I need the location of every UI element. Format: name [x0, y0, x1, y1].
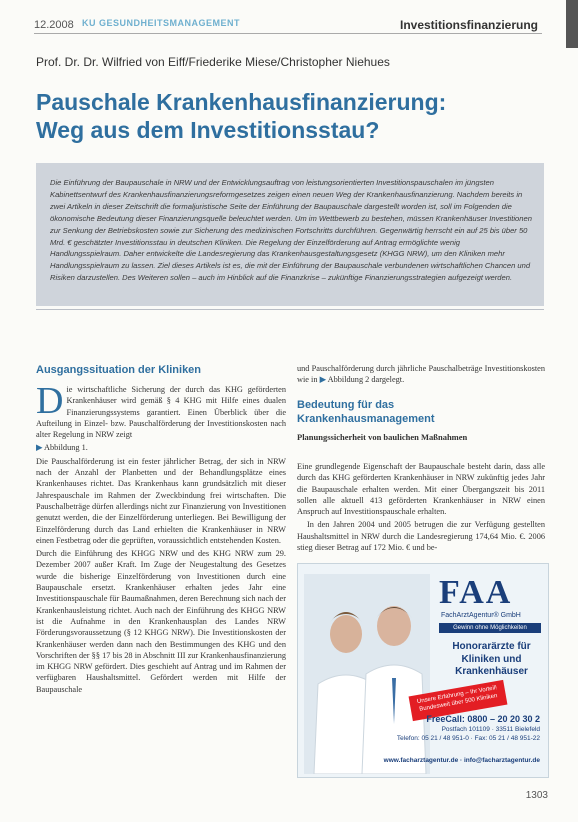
left-paragraph-1-text: ie wirtschaftliche Sicherung der durch das KHG geförderten Krankenhäuser wird gemäß § 4 KHG mit Hilfe eines dualen Finanzierungssystems garantiert. Einen Überblick über die Aufteilung in Einzel- bzw. Pauschalförderung der Investitionskosten nach alter Regelung in NRW zeigt	[36, 385, 286, 440]
doctors-photo	[304, 574, 430, 774]
right-heading-line2: Krankenhausmanagement	[297, 413, 435, 425]
right-heading-line1: Bedeutung für das	[297, 399, 395, 411]
authors-line: Prof. Dr. Dr. Wilfried von Eiff/Friederike Miese/Christopher Niehues	[36, 55, 390, 69]
arrow-right-icon: ▶	[36, 443, 43, 453]
abstract-rule	[36, 309, 544, 310]
right-intro-text: und Pauschalförderung durch jährliche Pauschalbeträge Investitionskosten wie in	[297, 364, 545, 385]
figure-reference-1[interactable]	[36, 442, 286, 453]
right-paragraph-2: In den Jahren 2004 und 2005 betrugen die zur Verfügung gestellten Haushaltsmittel in NRW durch die Landesregierung 174,64 Mio. €. 2006 stieg dieser Betrag auf 172 Mio. € und be-	[297, 520, 545, 553]
journal-brand: KU GESUNDHEITSMANAGEMENT	[82, 18, 241, 28]
page-number: 1303	[525, 790, 548, 801]
advertisement[interactable]	[297, 563, 549, 778]
header-rule	[34, 33, 542, 34]
right-subheading: Planungssicherheit von baulichen Maßnahmen	[297, 432, 468, 442]
section-title: Investitionsfinanzierung	[399, 18, 538, 32]
faa-logo: FAA	[439, 574, 513, 611]
ad-red-badge: Unsere Erfahrung – Ihr Vorteil! Bundesweit über 500 Kliniken	[409, 680, 508, 721]
faa-tagline-bar: Gewinn ohne Möglichkeiten	[439, 623, 541, 633]
figure-reference-1-label: Abbildung 1.	[44, 443, 88, 453]
ad-freecall[interactable]: FreeCall: 0800 – 20 20 30 2	[426, 714, 540, 724]
ad-web-link[interactable]: www.facharztagentur.de · info@facharztagentur.de	[383, 757, 540, 764]
article-title	[36, 88, 556, 144]
right-column-body	[297, 461, 545, 555]
left-section-heading: Ausgangssituation der Kliniken	[36, 364, 202, 376]
faa-company-name: FachArztAgentur® GmbH	[441, 612, 521, 619]
ad-headline: Honorarärzte für Kliniken und Krankenhäuser	[452, 641, 531, 677]
right-section-heading	[297, 398, 537, 426]
left-paragraph-1	[36, 384, 286, 440]
left-column	[36, 384, 286, 794]
figure-reference-2[interactable]: Abbildung 2 dargelegt.	[327, 375, 405, 385]
ad-address-line: Postfach 101109 · 33511 Bielefeld	[441, 726, 540, 733]
page-corner-tab	[566, 0, 578, 48]
article-title-line2: Weg aus dem Investitionsstau?	[36, 117, 380, 143]
issue-label: 12.2008	[34, 19, 74, 31]
ad-phone-line: Telefon: 05 21 / 48 951-0 · Fax: 05 21 / 48 951-22	[396, 735, 540, 742]
ad-address	[370, 725, 540, 743]
drop-cap: D	[36, 384, 64, 422]
arrow-right-icon: ▶	[319, 375, 326, 385]
right-paragraph-1: Eine grundlegende Eigenschaft der Baupauschale besteht darin, dass alle durch das KHG geförderten Krankenhäuser in NRW zukünftig jedes Jahr die Baupauschale erhalten werden. Mit einer Übergangszeit bis 2011 sollen alle aktuell 413 geförderten Krankenhäuser in NRW einen Anspruch auf Investitionspauschale erhalten.	[297, 462, 545, 517]
left-paragraph-2: Die Pauschalförderung ist ein fester jährlicher Betrag, der sich in NRW nach der Anzahl der Planbetten und der Behandlungsplätze eines Krankenhauses richtet. Das Krankenhaus kann grundsätzlich mit dieser Jahrespauschale im Rahmen der Zweckbindung frei wirtschaften. Die Pauschalbeträge dürfen allerdings nicht zur Finanzierung von Investitionen genutzt werden, die der Einzelförderung unterliegen. Bei Bewilligung der Einzelförderung durch das Land erhielten die Krankenhäuser in NRW einen Festbetrag oder die geprüften, voraussichtlich entstehenden Kosten.	[36, 456, 286, 545]
left-paragraph-3: Durch die Einführung des KHGG NRW und des KHG NRW zum 29. Dezember 2007 außer Kraft. Im Zuge der Neugestaltung des Gesetzes wurde die bisherige Einzelförderung von Investitionen durch eine Baupauschale ersetzt. Krankenhäuser erhalten jedes Jahr eine Investitionspauschale für Baumaßnahmen, deren Berechnung sich nach der Krankenhausleistung richtet. Auch nach der Einführung des KHGG NRW ist die Aufnahme in den Krankenhausplan des Landes NRW Förderungsvoraussetzung (§ 12 KHGG NRW). Die Investitionskosten der Krankenhäuser werden dann nach den Bestimmungen des KHG und den Vorschriften der §§ 17 bis 28 in Abschnitt III zur Krankenhausfinanzierung im KHGG NRW gefördert. Dies geschieht auf Antrag und im Rahmen der verfügbaren Haushaltsmittel. Gefördert werden mit Hilfe der Baupauschale	[36, 549, 286, 694]
article-title-line1: Pauschale Krankenhausfinanzierung:	[36, 89, 447, 115]
abstract-box: Die Einführung der Baupauschale in NRW und der Entwicklungsauftrag von leistungsorientierten Investitionspauschalen im jüngsten Kabinettsentwurf des Krankenhausfinanzierungsreformgesetzes zeigen einen neuen Weg der Krankenhausfinanzierung. Nachdem bereits in zwei Artikeln in dieser Zeitschrift die formaljuristische Seite der Einführung der Baupauschale dargestellt worden ist, soll im Folgenden die ökonomische Bedeutung dieser Finanzierungsquelle beleuchtet werden. Um im Wettbewerb zu bestehen, müssen Krankenhäuser Investitionen zur Senkung der Betriebskosten sowie zur Sicherung des medizinischen Fortschritts durchführen. Gegenwärtig herrscht ein auf 25 bis über 50 Mrd. € geschätzter Investitionsstau in deutschen Kliniken. Die Regelung der Einzelförderung auf Antrag ermöglichte wenig Handlungsspielraum. Daher entwickelte die Landesregierung das Krankenhausgestaltungsgesetz (KHGG NRW), um den Kliniken mehr Handlungsspielraum zu lassen. Ziel dieses Artikels ist es, die mit der Einführung der Baupauschale verbundenen wirtschaftlichen Chancen und Risiken darzustellen. Des Weiteren sollen – auch im Hinblick auf die Finanzkrise – zukünftige Finanzierungsstrategien aufgezeigt werden.	[36, 163, 544, 306]
right-column-intro	[297, 363, 545, 386]
